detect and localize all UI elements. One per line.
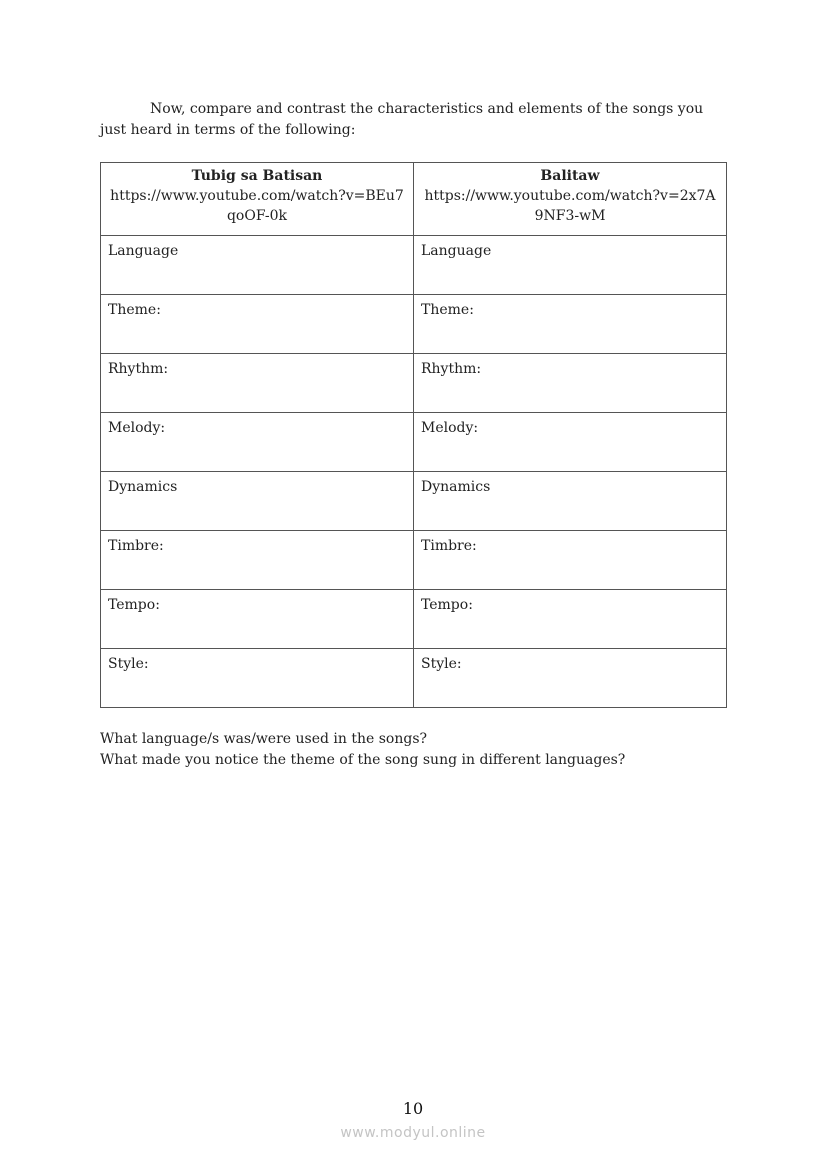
element-cell[interactable] [101, 236, 414, 295]
element-label: Language [421, 243, 492, 259]
element-label: Melody: [108, 420, 166, 436]
element-label: Theme: [421, 302, 474, 318]
element-label: Melody: [421, 420, 479, 436]
table-row [101, 649, 727, 708]
element-label: Style: [421, 656, 462, 672]
question-2: What made you notice the theme of the song sung in different languages? [100, 752, 626, 768]
table-row [101, 236, 727, 295]
element-cell[interactable] [101, 354, 414, 413]
comparison-table [100, 162, 727, 708]
element-cell[interactable] [101, 413, 414, 472]
song-title: Tubig sa Batisan [191, 168, 323, 184]
element-cell[interactable] [101, 649, 414, 708]
element-label: Language [108, 243, 179, 259]
song-header-cell [414, 163, 727, 236]
questions [100, 729, 727, 771]
element-label: Dynamics [108, 479, 178, 495]
intro-line-1: Now, compare and contrast the characteristics and elements of the songs you [150, 101, 704, 117]
element-cell[interactable] [101, 590, 414, 649]
element-cell[interactable] [414, 531, 727, 590]
element-cell[interactable] [101, 295, 414, 354]
question-1: What language/s was/were used in the songs? [100, 731, 428, 747]
element-cell[interactable] [414, 472, 727, 531]
table-row [101, 531, 727, 590]
song-url[interactable]: https://www.youtube.com/watch?v=2x7A9NF3-wM [424, 188, 716, 224]
song-title: Balitaw [540, 168, 600, 184]
element-label: Timbre: [108, 538, 164, 554]
table-row [101, 590, 727, 649]
table-row [101, 413, 727, 472]
element-cell[interactable] [414, 354, 727, 413]
element-cell[interactable] [414, 413, 727, 472]
element-label: Timbre: [421, 538, 477, 554]
song-url[interactable]: https://www.youtube.com/watch?v=BEu7qoOF-0k [110, 188, 404, 224]
element-label: Tempo: [108, 597, 160, 613]
table-row [101, 472, 727, 531]
element-cell[interactable] [414, 590, 727, 649]
element-label: Tempo: [421, 597, 473, 613]
element-cell[interactable] [414, 236, 727, 295]
element-label: Dynamics [421, 479, 491, 495]
intro-paragraph [100, 99, 727, 141]
table-row [101, 354, 727, 413]
element-cell[interactable] [101, 472, 414, 531]
element-cell[interactable] [414, 649, 727, 708]
element-cell[interactable] [101, 531, 414, 590]
element-label: Rhythm: [421, 361, 482, 377]
element-cell[interactable] [414, 295, 727, 354]
table-row [101, 295, 727, 354]
element-label: Rhythm: [108, 361, 169, 377]
watermark: www.modyul.online [340, 1125, 486, 1141]
song-header-cell [101, 163, 414, 236]
element-label: Style: [108, 656, 149, 672]
element-label: Theme: [108, 302, 161, 318]
page-number: 10 [402, 1099, 424, 1118]
table-header-row [101, 163, 727, 236]
intro-line-2: just heard in terms of the following: [100, 122, 356, 138]
